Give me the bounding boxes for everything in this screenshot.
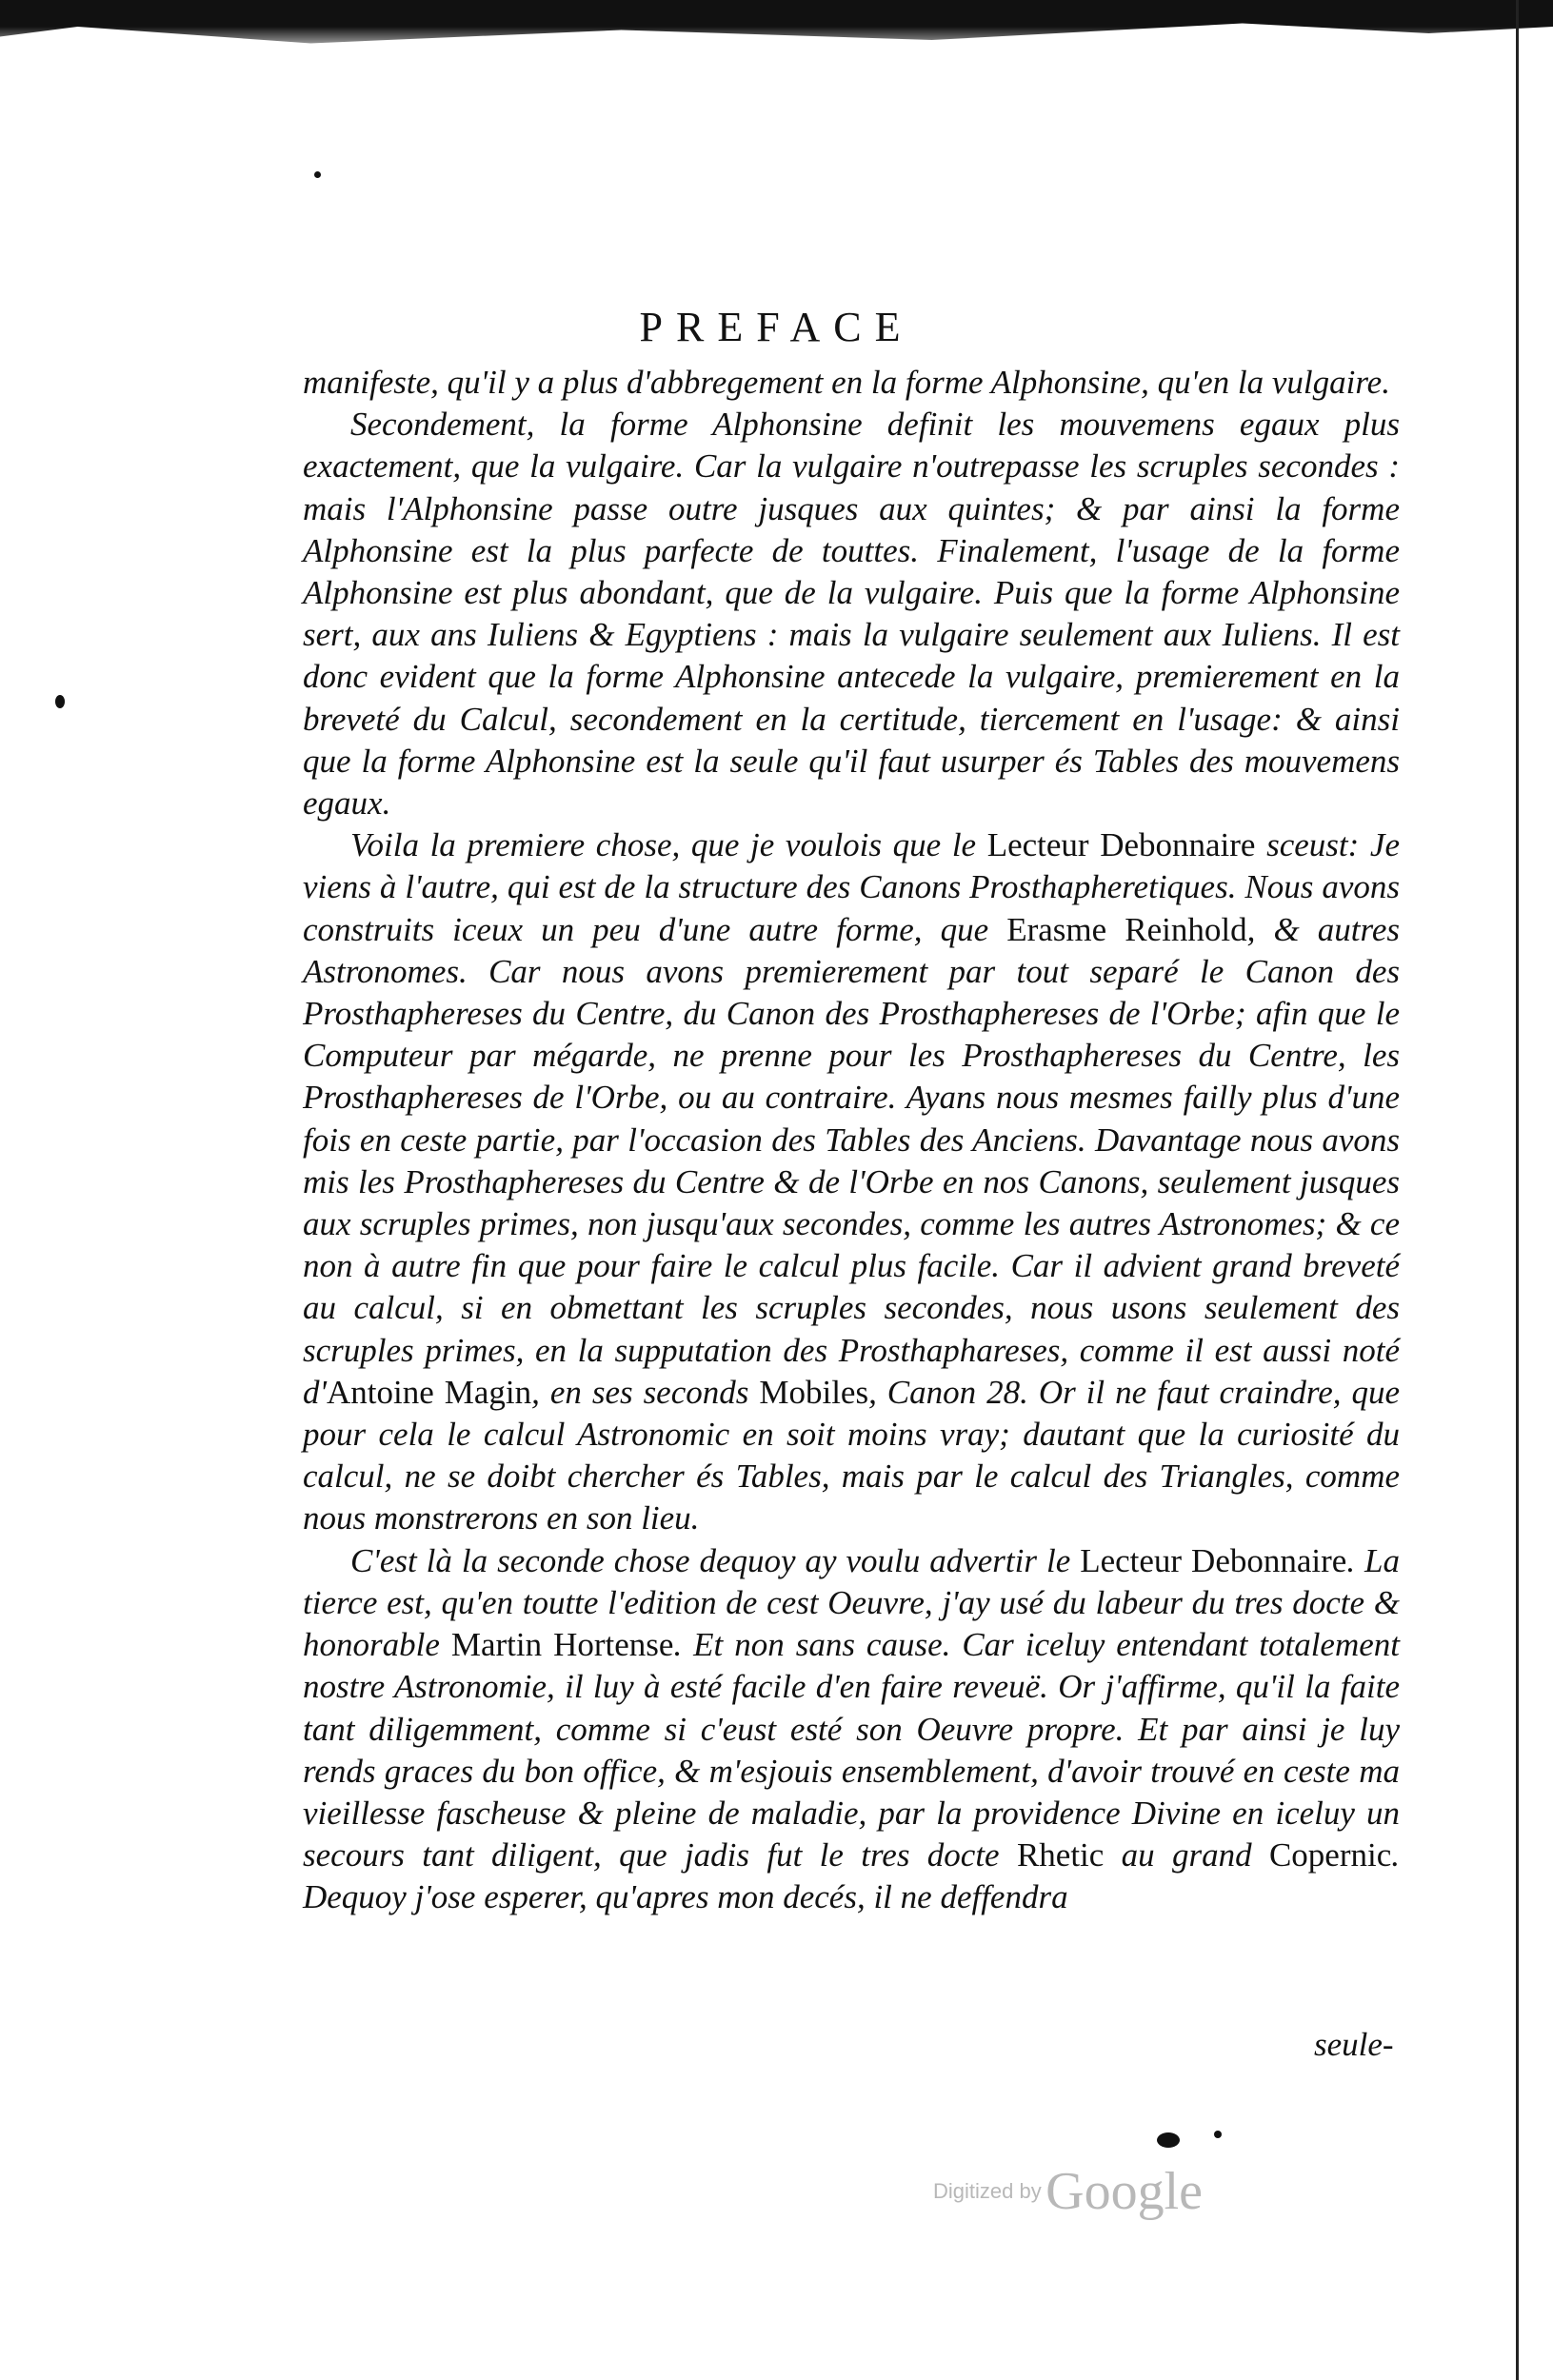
text-segment: . Dequoy j'ose esperer, qu'apres mon decés, il ne deffendra: [303, 1836, 1400, 1916]
text-segment: C'est là la seconde chose dequoy ay voulu advertir le: [350, 1541, 1081, 1579]
ink-speck: [314, 171, 321, 178]
paragraph-p3: [303, 824, 1400, 1539]
text-segment: Secondement, la forme Alphonsine definit les mouvemens egaux plus exactement, que la vulgaire. Car la vulgaire n'outrepasse les scruples secondes : mais l'Alphonsine passe outre jusques aux quintes; & par ainsi la forme Alphonsine est la plus parfecte de touttes. Finalement, l'usage de la forme Alphonsine est plus abondant, que de la vulgaire. Puis que la forme Alphonsine sert, aux ans Iuliens & Egyptiens : mais la vulgaire seulement aux Iuliens. Il est donc evident que la forme Alphonsine antecede la vulgaire, premierement en la breveté du Calcul, secondement en la certitude, tiercement en l'usage: & ainsi que la forme Alphonsine est la seule qu'il faut usurper és Tables des mouvemens egaux.: [303, 406, 1400, 823]
roman-name: Martin Hortense: [450, 1626, 674, 1664]
roman-name: Erasme Reinhold: [1006, 910, 1247, 948]
text-segment: , Canon 28. Or il ne faut craindre, que pour cela le calcul Astronomic en soit moins vray; dautant que la curiosité du calcul, ne se doibt chercher és Tables, mais par le calcul des Triangles, comme nous monstrerons en son lieu.: [303, 1373, 1400, 1537]
roman-name: Lecteur Debonnaire: [1080, 1541, 1347, 1579]
text-segment: sceust: Je viens à l'autre, qui est de la structure des Canons Prosthapheretiques. Nous avons construits iceux un peu d'une autre forme, que: [303, 826, 1401, 948]
catchword: seule-: [1314, 2026, 1394, 2063]
ink-speck: [1157, 2132, 1180, 2148]
roman-name: Rhetic: [1016, 1836, 1105, 1874]
roman-name: Copernic: [1268, 1836, 1392, 1874]
text-segment: , en ses seconds: [531, 1373, 760, 1411]
paragraph-p2: [303, 404, 1400, 824]
running-head: PREFACE: [639, 304, 914, 350]
text-segment: , & autres Astronomes. Car nous avons premierement par tout separé le Canon des Prosthaphereses du Centre, du Canon des Prosthaphereses de l'Orbe; afin que le Computeur par mégarde, ne prenne pour les Prosthaphereses du Centre, les Prosthaphereses de l'Orbe, ou au contraire. Ayans nous mesmes failly plus d'une fois en ceste partie, par l'occasion des Tables des Anciens. Davantage nous avons mis les Prosthaphereses du Centre & de l'Orbe en nos Canons, seulement jusques aux scruples primes, non jusqu'aux secondes, comme les autres Astronomes; & ce non à autre fin que pour faire le calcul plus facile. Car il advient grand breveté au calcul, si en obmettant les scruples secondes, nous usons seulement des scruples primes, en la supputation des Prosthaphareses, comme il est aussi noté d': [303, 910, 1400, 1411]
text-segment: . Et non sans cause. Car iceluy entendant totalement nostre Astronomie, il luy à esté facile d'en faire reveuë. Or j'affirme, qu'il la faite tant diligemment, comme si c'eust esté son Oeuvre propre. Et par ainsi je luy rends graces du bon office, & m'esjouis ensemblement, d'avoir trouvé en ceste ma vieillesse fascheuse & pleine de maladie, par la providence Divine en iceluy un secours tant diligent, que jadis fut le tres docte: [303, 1626, 1400, 1874]
roman-name: Mobiles: [759, 1373, 869, 1411]
ink-speck: [1214, 2131, 1222, 2138]
body-text: [303, 362, 1400, 1919]
ink-speck: [55, 695, 65, 708]
roman-name: Antoine Magin: [327, 1373, 532, 1411]
paragraph-p1: [303, 362, 1400, 404]
page-top-edge: [0, 0, 1553, 67]
google-logo: Google: [1045, 2162, 1204, 2221]
gutter-rule: [1516, 0, 1519, 2380]
digitized-watermark: [933, 2161, 1203, 2222]
text-segment: . La tierce est, qu'en toutte l'edition de cest Oeuvre, j'ay usé du labeur du tres docte & honorable: [303, 1541, 1401, 1664]
text-segment: au grand: [1104, 1836, 1269, 1874]
paragraph-p4: [303, 1540, 1400, 1919]
watermark-prefix: Digitized by: [933, 2179, 1042, 2203]
roman-name: Lecteur Debonnaire: [986, 826, 1256, 864]
text-segment: manifeste, qu'il y a plus d'abbregement en la forme Alphonsine, qu'en la vulgaire.: [303, 364, 1390, 401]
text-segment: Voila la premiere chose, que je voulois que le: [350, 826, 987, 864]
